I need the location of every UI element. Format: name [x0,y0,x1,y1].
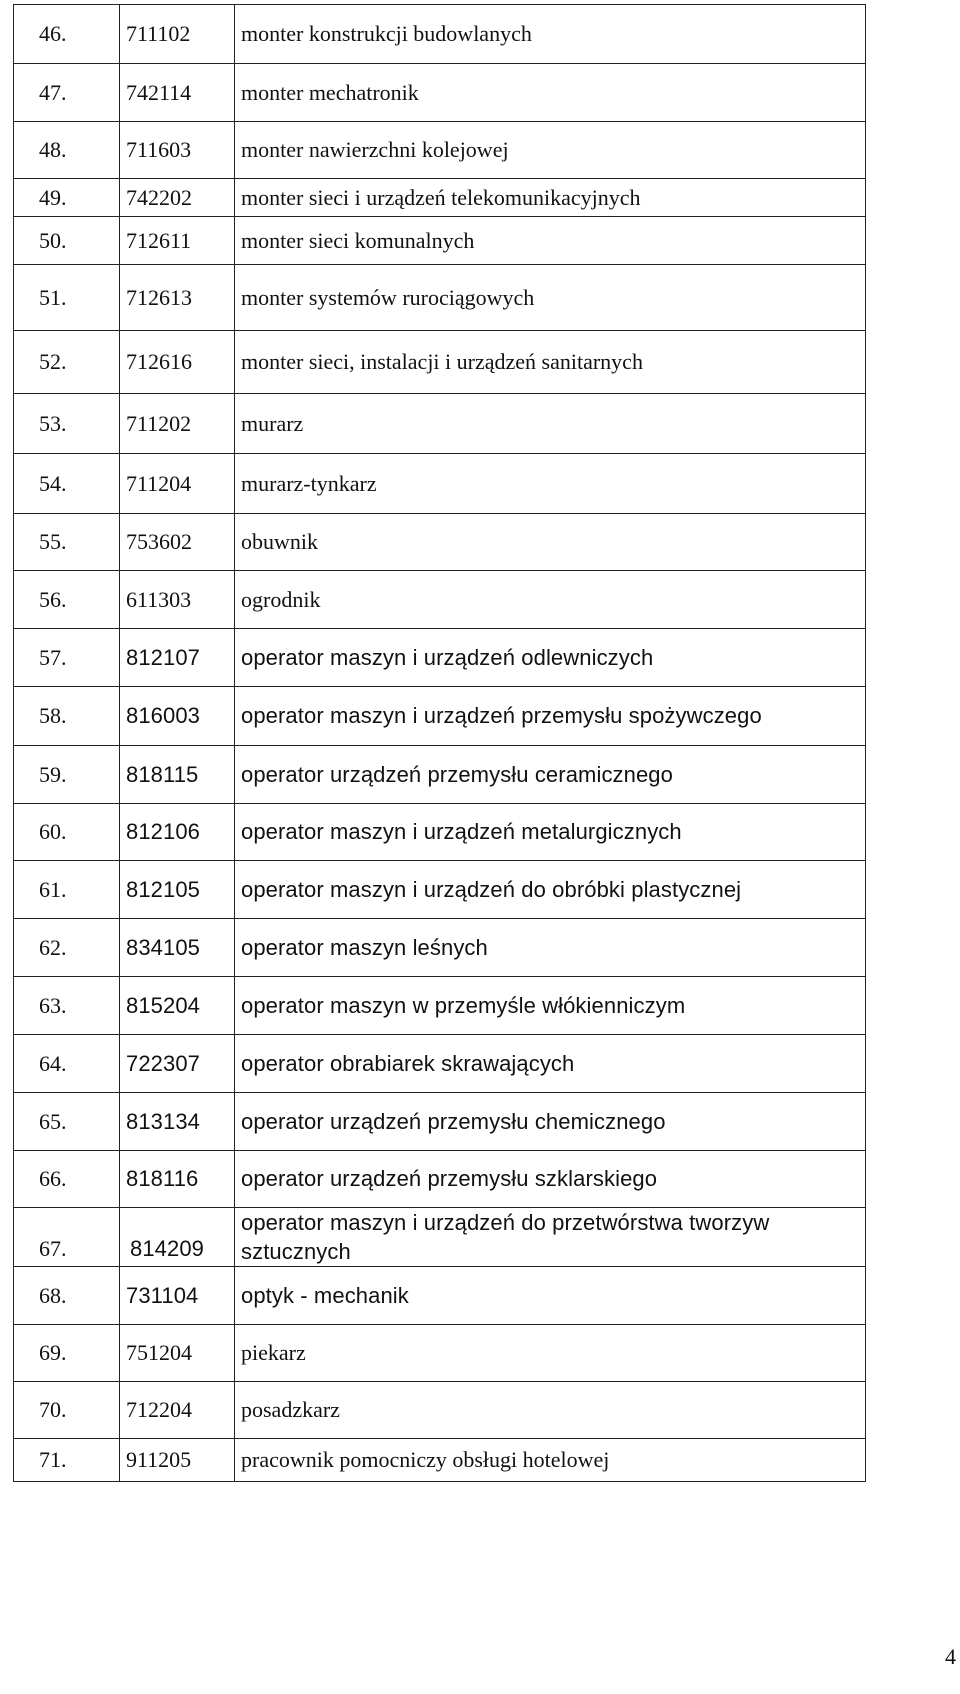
occupation-name: operator maszyn w przemyśle włókienniczym [235,977,866,1035]
occupation-code: 814209 [120,1208,235,1267]
occupation-name: murarz [235,394,866,454]
occupation-code: 812106 [120,804,235,861]
occupation-code: 611303 [120,571,235,629]
occupation-code: 711202 [120,394,235,454]
row-number: 54. [14,454,120,514]
table-row [14,1035,866,1093]
occupation-name: operator maszyn i urządzeń do przetwórstwa tworzyw sztucznych [235,1208,866,1267]
occupation-code: 815204 [120,977,235,1035]
occupation-name: operator urządzeń przemysłu ceramicznego [235,746,866,804]
row-number: 48. [14,122,120,179]
table-row [14,122,866,179]
occupation-code: 911205 [120,1439,235,1482]
occupation-code: 813134 [120,1093,235,1151]
occupation-code: 834105 [120,919,235,977]
occupation-name: operator urządzeń przemysłu szklarskiego [235,1151,866,1208]
occupation-name: monter sieci i urządzeń telekomunikacyjnych [235,179,866,217]
occupation-name: operator maszyn i urządzeń odlewniczych [235,629,866,687]
occupation-name: obuwnik [235,514,866,571]
row-number: 58. [14,687,120,746]
occupation-name: monter konstrukcji budowlanych [235,5,866,64]
occupation-name: operator maszyn i urządzeń do obróbki plastycznej [235,861,866,919]
row-number: 68. [14,1267,120,1325]
occupation-code: 753602 [120,514,235,571]
occupation-name: operator maszyn leśnych [235,919,866,977]
occupation-name: operator maszyn i urządzeń przemysłu spożywczego [235,687,866,746]
table-row [14,1093,866,1151]
row-number: 47. [14,64,120,122]
occupation-name: operator urządzeń przemysłu chemicznego [235,1093,866,1151]
occupation-code: 711603 [120,122,235,179]
row-number: 52. [14,331,120,394]
occupation-code: 812105 [120,861,235,919]
occupation-name: piekarz [235,1325,866,1382]
occupation-code: 818115 [120,746,235,804]
row-number: 62. [14,919,120,977]
occupation-code: 731104 [120,1267,235,1325]
table-row [14,1151,866,1208]
row-number: 66. [14,1151,120,1208]
table-row [14,629,866,687]
occupation-name: monter nawierzchni kolejowej [235,122,866,179]
row-number: 50. [14,217,120,265]
occupation-code: 742114 [120,64,235,122]
row-number: 57. [14,629,120,687]
occupation-code: 711102 [120,5,235,64]
occupation-name: ogrodnik [235,571,866,629]
occupation-code: 751204 [120,1325,235,1382]
row-number: 63. [14,977,120,1035]
row-number: 67. [14,1208,120,1267]
table-row [14,394,866,454]
table-row [14,1382,866,1439]
row-number: 59. [14,746,120,804]
row-number: 64. [14,1035,120,1093]
table-row [14,571,866,629]
occupation-code: 742202 [120,179,235,217]
occupations-table [13,4,866,1482]
table-row [14,514,866,571]
table-row [14,746,866,804]
row-number: 61. [14,861,120,919]
table-row [14,331,866,394]
occupation-name: murarz-tynkarz [235,454,866,514]
row-number: 71. [14,1439,120,1482]
occupation-name: monter sieci, instalacji i urządzeń sanitarnych [235,331,866,394]
occupation-name: monter mechatronik [235,64,866,122]
table-row [14,687,866,746]
occupation-code: 712616 [120,331,235,394]
row-number: 56. [14,571,120,629]
row-number: 70. [14,1382,120,1439]
occupation-code: 722307 [120,1035,235,1093]
table-row [14,919,866,977]
table-row [14,265,866,331]
occupation-name: pracownik pomocniczy obsługi hotelowej [235,1439,866,1482]
occupation-name: posadzkarz [235,1382,866,1439]
occupation-name: operator obrabiarek skrawających [235,1035,866,1093]
table-row [14,64,866,122]
occupation-code: 812107 [120,629,235,687]
occupation-code: 712204 [120,1382,235,1439]
occupation-name: optyk - mechanik [235,1267,866,1325]
table-row [14,1325,866,1382]
table-row [14,861,866,919]
occupation-code: 816003 [120,687,235,746]
table-row [14,179,866,217]
row-number: 49. [14,179,120,217]
occupations-table-body [14,5,866,1482]
occupation-code: 818116 [120,1151,235,1208]
row-number: 60. [14,804,120,861]
occupation-name: monter sieci komunalnych [235,217,866,265]
occupation-code: 712613 [120,265,235,331]
row-number: 69. [14,1325,120,1382]
table-row [14,1208,866,1267]
table-row [14,5,866,64]
table-row [14,1267,866,1325]
row-number: 53. [14,394,120,454]
page-number: 4 [945,1644,956,1669]
occupation-name: monter systemów rurociągowych [235,265,866,331]
row-number: 46. [14,5,120,64]
table-row [14,454,866,514]
table-row [14,217,866,265]
row-number: 65. [14,1093,120,1151]
occupation-name: operator maszyn i urządzeń metalurgicznych [235,804,866,861]
row-number: 51. [14,265,120,331]
table-row [14,804,866,861]
occupation-code: 712611 [120,217,235,265]
table-row [14,1439,866,1482]
table-row [14,977,866,1035]
row-number: 55. [14,514,120,571]
occupation-code: 711204 [120,454,235,514]
